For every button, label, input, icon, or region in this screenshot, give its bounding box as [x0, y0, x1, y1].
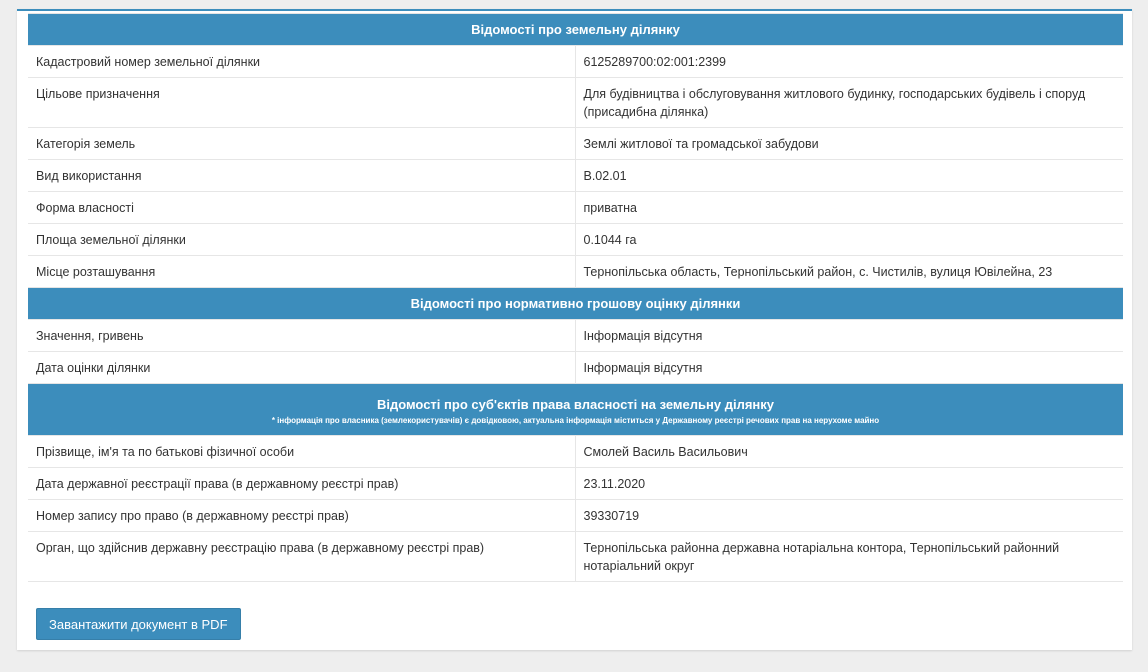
row-value-valuation-date: Інформація відсутня	[575, 352, 1123, 384]
row-value-cadastral-number: 6125289700:02:001:2399	[575, 46, 1123, 78]
row-label-land-category: Категорія земель	[28, 128, 575, 160]
table-row	[28, 468, 1123, 500]
land-section-title: Відомості про земельну ділянку	[28, 14, 1123, 46]
row-value-use-type: В.02.01	[575, 160, 1123, 192]
row-value-area: 0.1044 га	[575, 224, 1123, 256]
row-value-registration-authority: Тернопільська районна державна нотаріальна контора, Тернопільський районний нотаріальний округ	[575, 532, 1123, 582]
row-label-location: Місце розташування	[28, 256, 575, 288]
table-row	[28, 320, 1123, 352]
row-value-land-category: Землі житлової та громадської забудови	[575, 128, 1123, 160]
row-value-record-number: 39330719	[575, 500, 1123, 532]
row-label-use-type: Вид використання	[28, 160, 575, 192]
row-value-location: Тернопільська область, Тернопільський район, с. Чистилів, вулиця Ювілейна, 23	[575, 256, 1123, 288]
row-label-valuation-date: Дата оцінки ділянки	[28, 352, 575, 384]
table-row	[28, 436, 1123, 468]
table-row	[28, 160, 1123, 192]
row-value-owner-name: Смолей Василь Васильович	[575, 436, 1123, 468]
download-pdf-button[interactable]: Завантажити документ в PDF	[36, 608, 241, 640]
row-label-ownership-form: Форма власності	[28, 192, 575, 224]
table-row	[28, 532, 1123, 582]
valuation-section-title: Відомості про нормативно грошову оцінку ділянки	[28, 288, 1123, 320]
table-row	[28, 500, 1123, 532]
row-value-valuation-amount: Інформація відсутня	[575, 320, 1123, 352]
row-label-valuation-amount: Значення, гривень	[28, 320, 575, 352]
owners-section-title: Відомості про суб'єктів права власності на земельну ділянку	[376, 396, 775, 412]
table-row	[28, 192, 1123, 224]
row-label-purpose: Цільове призначення	[28, 78, 575, 128]
owners-section	[28, 384, 1123, 582]
land-info-table	[28, 13, 1123, 582]
row-label-owner-name: Прізвище, ім'я та по батькові фізичної особи	[28, 436, 575, 468]
table-row	[28, 352, 1123, 384]
table-row	[28, 128, 1123, 160]
row-label-registration-date: Дата державної реєстрації права (в державному реєстрі прав)	[28, 468, 575, 500]
table-row	[28, 46, 1123, 78]
row-label-area: Площа земельної ділянки	[28, 224, 575, 256]
row-label-registration-authority: Орган, що здійснив державну реєстрацію права (в державному реєстрі прав)	[28, 532, 575, 582]
row-value-purpose: Для будівництва і обслуговування житлового будинку, господарських будівель і споруд (присадибна ділянка)	[575, 78, 1123, 128]
land-section	[28, 14, 1123, 288]
row-value-registration-date: 23.11.2020	[575, 468, 1123, 500]
row-label-cadastral-number: Кадастровий номер земельної ділянки	[28, 46, 575, 78]
valuation-section	[28, 288, 1123, 384]
land-info-panel	[17, 9, 1132, 650]
row-value-ownership-form: приватна	[575, 192, 1123, 224]
owners-section-note: * інформація про власника (землекористувачів) є довідковою, актуальна інформація міститься у Державному реєстрі речових прав на нерухоме майно	[271, 415, 880, 425]
row-label-record-number: Номер запису про право (в державному реєстрі прав)	[28, 500, 575, 532]
owners-section-header	[28, 384, 1123, 436]
table-row	[28, 78, 1123, 128]
table-row	[28, 224, 1123, 256]
table-row	[28, 256, 1123, 288]
